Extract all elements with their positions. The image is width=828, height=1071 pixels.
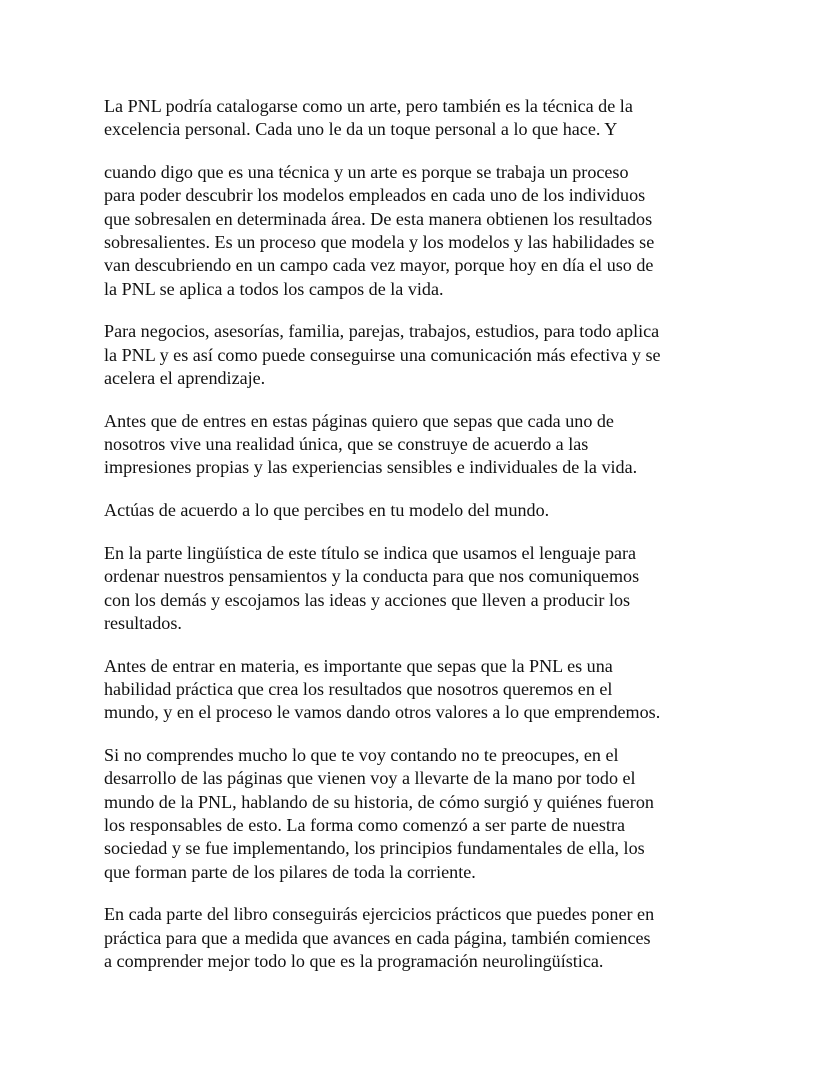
paragraph bbox=[104, 542, 744, 635]
text-line: acelera el aprendizaje. bbox=[104, 367, 266, 388]
text-line: Si no comprendes mucho lo que te voy contando no te preocupes, en el bbox=[104, 745, 619, 766]
document-body bbox=[104, 95, 744, 973]
text-line: con los demás y escojamos las ideas y acciones que lleven a producir los bbox=[104, 589, 631, 610]
text-line: resultados. bbox=[104, 612, 182, 633]
paragraph bbox=[104, 499, 744, 522]
paragraph bbox=[104, 320, 744, 390]
paragraph bbox=[104, 655, 744, 725]
text-line: van descubriendo en un campo cada vez mayor, porque hoy en día el uso de bbox=[104, 255, 654, 276]
text-line: Antes que de entres en estas páginas quiero que sepas que cada uno de bbox=[104, 410, 614, 431]
text-line: Para negocios, asesorías, familia, parejas, trabajos, estudios, para todo aplica bbox=[104, 321, 660, 342]
text-line: ordenar nuestros pensamientos y la conducta para que nos comuniquemos bbox=[104, 566, 640, 587]
text-line: práctica para que a medida que avances en cada página, también comiences bbox=[104, 927, 651, 948]
text-line: Actúas de acuerdo a lo que percibes en tu modelo del mundo. bbox=[104, 500, 550, 521]
paragraph bbox=[104, 903, 744, 973]
text-line: sociedad y se fue implementando, los principios fundamentales de ella, los bbox=[104, 838, 645, 859]
text-line: para poder descubrir los modelos empleados en cada uno de los individuos bbox=[104, 185, 646, 206]
text-line: Antes de entrar en materia, es importante que sepas que la PNL es una bbox=[104, 655, 613, 676]
text-line: En la parte lingüística de este título se indica que usamos el lenguaje para bbox=[104, 542, 637, 563]
text-line: la PNL se aplica a todos los campos de la vida. bbox=[104, 278, 444, 299]
text-line: habilidad práctica que crea los resultados que nosotros queremos en el bbox=[104, 678, 613, 699]
text-line: sobresalientes. Es un proceso que modela y los modelos y las habilidades se bbox=[104, 231, 655, 252]
text-line: impresiones propias y las experiencias sensibles e individuales de la vida. bbox=[104, 457, 638, 478]
text-line: los responsables de esto. La forma como comenzó a ser parte de nuestra bbox=[104, 814, 626, 835]
text-line: mundo, y en el proceso le vamos dando otros valores a lo que emprendemos. bbox=[104, 702, 661, 723]
text-line: a comprender mejor todo lo que es la programación neurolingüística. bbox=[104, 950, 604, 971]
text-line: que sobresalen en determinada área. De esta manera obtienen los resultados bbox=[104, 208, 653, 229]
text-line: excelencia personal. Cada uno le da un toque personal a lo que hace. Y bbox=[104, 119, 618, 140]
paragraph bbox=[104, 744, 744, 884]
text-line: la PNL y es así como puede conseguirse una comunicación más efectiva y se bbox=[104, 344, 661, 365]
text-line: desarrollo de las páginas que vienen voy a llevarte de la mano por todo el bbox=[104, 768, 636, 789]
text-line: mundo de la PNL, hablando de su historia, de cómo surgió y quiénes fueron bbox=[104, 791, 654, 812]
text-line: En cada parte del libro conseguirás ejercicios prácticos que puedes poner en bbox=[104, 904, 655, 925]
text-line: que forman parte de los pilares de toda la corriente. bbox=[104, 861, 476, 882]
text-line: La PNL podría catalogarse como un arte, pero también es la técnica de la bbox=[104, 96, 633, 116]
paragraph bbox=[104, 95, 744, 142]
paragraph bbox=[104, 410, 744, 480]
text-line: nosotros vive una realidad única, que se construye de acuerdo a las bbox=[104, 434, 589, 455]
text-line: cuando digo que es una técnica y un arte es porque se trabaja un proceso bbox=[104, 162, 629, 183]
paragraph bbox=[104, 161, 744, 301]
